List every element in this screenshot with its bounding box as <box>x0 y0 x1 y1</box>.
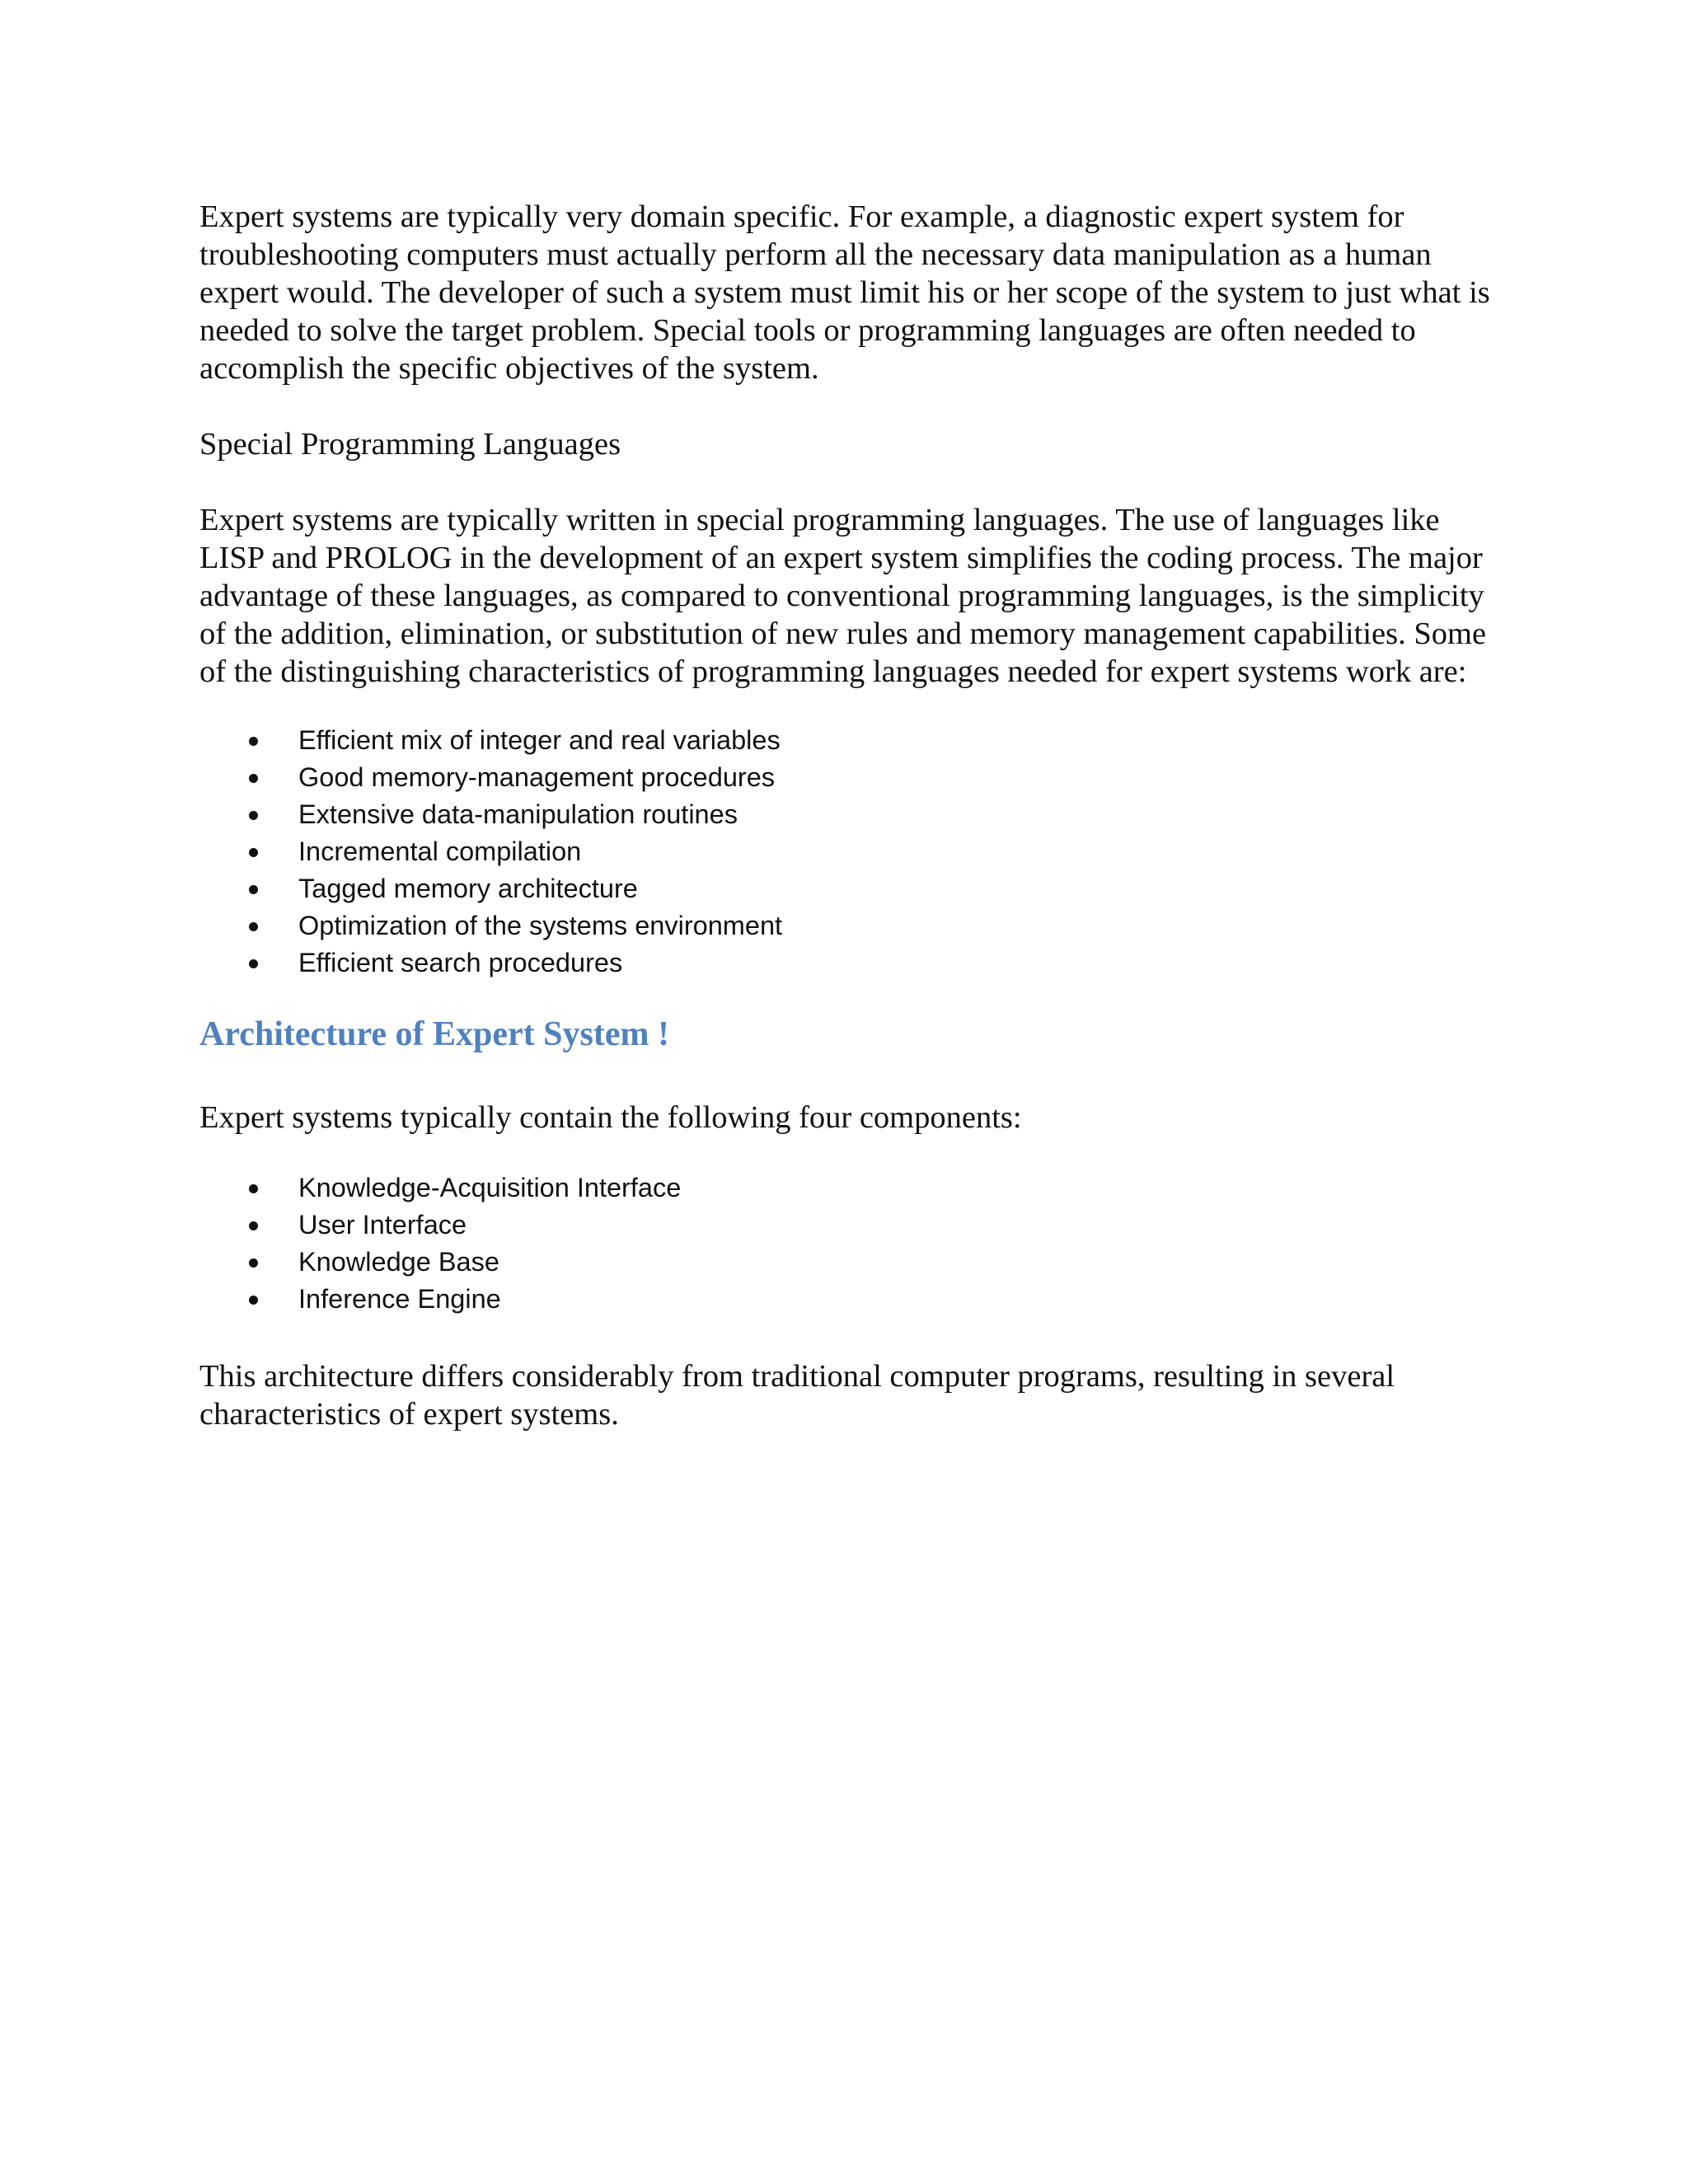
list-item-text: Efficient search procedures <box>298 948 623 977</box>
list-item-text: Tagged memory architecture <box>298 874 638 903</box>
conclusion-paragraph: This architecture differs considerably from traditional computer programs, resulting in several characteristics of expert systems. <box>199 1359 1395 1432</box>
bullet-icon <box>249 774 258 783</box>
list-item-text: User Interface <box>298 1210 467 1240</box>
bullet-icon <box>249 848 258 857</box>
list-item <box>199 1281 1502 1318</box>
bullet-icon <box>249 1221 258 1230</box>
architecture-heading: Architecture of Expert System ! <box>199 1015 669 1053</box>
list-item <box>199 759 1502 796</box>
bullet-icon <box>249 1184 258 1193</box>
list-item-text: Inference Engine <box>298 1284 501 1314</box>
languages-paragraph: Expert systems are typically written in special programming languages. The use of languages like LISP and PROLOG in the development of an expert system simplifies the coding process. The major advantage of these languages, as compared to conventional programming languages, is the simplicity of the addition, elimination, or substitution of new rules and memory management capabilities. Some of the distinguishing characteristics of programming languages needed for expert systems work are: <box>199 503 1487 689</box>
bullet-icon <box>249 1258 258 1268</box>
list-item <box>199 1169 1502 1207</box>
bullet-icon <box>249 1296 258 1305</box>
bullet-icon <box>249 959 258 968</box>
subheading-special-programming-languages: Special Programming Languages <box>199 427 621 462</box>
bullet-icon <box>249 811 258 820</box>
bullet-icon <box>249 885 258 894</box>
list-item <box>199 944 1502 982</box>
components-list <box>199 1169 1502 1318</box>
list-item <box>199 722 1502 759</box>
list-item <box>199 907 1502 944</box>
list-item-text: Incremental compilation <box>298 837 582 866</box>
list-item-text: Knowledge Base <box>298 1247 499 1277</box>
components-paragraph: Expert systems typically contain the following four components: <box>199 1100 1022 1135</box>
list-item <box>199 1207 1502 1244</box>
list-item-text: Efficient mix of integer and real variables <box>298 725 781 755</box>
intro-paragraph: Expert systems are typically very domain specific. For example, a diagnostic expert system for troubleshooting computers must actually perform all the necessary data manipulation as a human expert would. The developer of such a system must limit his or her scope of the system to just what is needed to solve the target problem. Special tools or programming languages are often needed to accomplish the specific objectives of the system. <box>199 199 1490 386</box>
list-item-text: Extensive data-manipulation routines <box>298 799 738 829</box>
characteristics-list <box>199 722 1502 982</box>
list-item-text: Optimization of the systems environment <box>298 911 783 940</box>
document-body <box>199 198 1502 1433</box>
list-item <box>199 796 1502 833</box>
list-item <box>199 1244 1502 1281</box>
bullet-icon <box>249 737 258 746</box>
list-item-text: Good memory-management procedures <box>298 762 776 792</box>
list-item <box>199 870 1502 907</box>
bullet-icon <box>249 922 258 931</box>
list-item-text: Knowledge-Acquisition Interface <box>298 1173 682 1202</box>
list-item <box>199 833 1502 870</box>
